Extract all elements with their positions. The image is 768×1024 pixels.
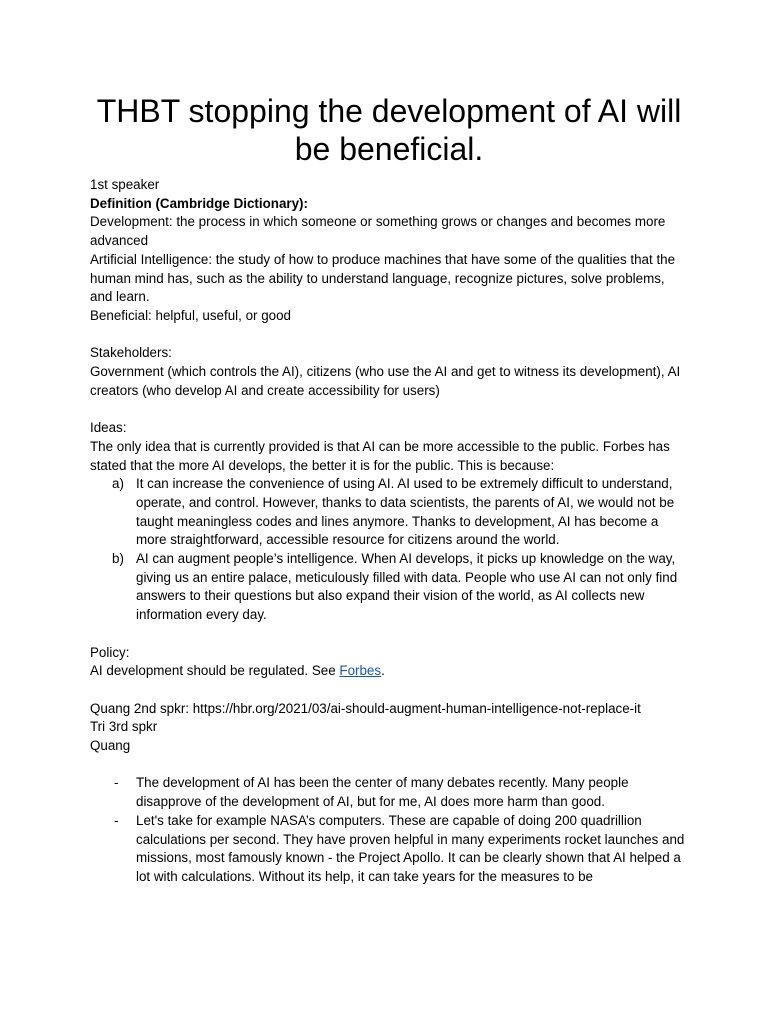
list-item <box>90 475 688 550</box>
stakeholders-heading: Stakeholders: <box>90 345 172 361</box>
policy-heading: Policy: <box>90 644 130 660</box>
list-item <box>90 812 688 887</box>
forbes-link[interactable]: Forbes <box>339 663 382 679</box>
list-item <box>90 774 688 811</box>
policy-text <box>90 662 688 681</box>
list-marker: a) <box>112 476 124 492</box>
definition-ai: Artificial Intelligence: the study of how to produce machines that have some of the qualities that the human mind has, such as the ability to understand language, recognize pictures, solve problems, and learn. <box>90 251 676 305</box>
list-item-text: Let's take for example NASA’s computers. These are capable of doing 200 quadrillion calculations per second. They have proven helpful in many experiments rocket launches and missions, most famously known - the Project Apollo. It can be clearly shown that AI helped a lot with calculations. Without its help, it can take years for the measures to be <box>136 812 685 884</box>
list-item-text: The development of AI has been the center of many debates recently. Many people disapprove of the development of AI, but for me, AI does more harm than good. <box>136 775 629 810</box>
definition-beneficial: Beneficial: helpful, useful, or good <box>90 307 291 323</box>
blank-line <box>90 625 688 644</box>
speaker-4-label: Quang <box>90 738 131 754</box>
blank-line <box>90 326 688 345</box>
policy-text-after: . <box>381 663 385 679</box>
policy-text-before: AI development should be regulated. See <box>90 663 340 679</box>
speaker-1-label: 1st speaker <box>90 177 160 192</box>
list-marker: b) <box>112 551 124 567</box>
list-marker: - <box>114 812 119 828</box>
blank-line <box>90 756 688 775</box>
stakeholders-text: Government (which controls the AI), citizens (who use the AI and get to witness its development), AI creators (who develop AI and create accessibility for users) <box>90 364 681 398</box>
ideas-list <box>90 475 688 625</box>
blank-line <box>90 681 688 700</box>
ideas-heading: Ideas: <box>90 420 127 436</box>
blank-line <box>90 400 688 419</box>
list-item-text: AI can augment people’s intelligence. When AI develops, it picks up knowledge on the way, giving us an entire palace, meticulously filled with data. People who use AI can not only find answers to their questions but also expand their vision of the world, as AI collects new information every day. <box>136 551 678 623</box>
list-item-text: It can increase the convenience of using AI. AI used to be extremely difficult to understand, operate, and control. However, thanks to data scientists, the parents of AI, we would not be taught meaningless codes and lines anymore. Thanks to development, AI has become a more straightforward, accessible resource for citizens around the world. <box>136 476 675 548</box>
list-item <box>90 550 688 625</box>
speaker-2-label: Quang 2nd spkr: https://hbr.org/2021/03/ai-should-augment-human-intelligence-not-replace-it <box>90 700 641 716</box>
ideas-intro: The only idea that is currently provided is that AI can be more accessible to the public. Forbes has stated that the more AI develops, the better it is for the public. This is because: <box>90 438 670 473</box>
quang-points-list <box>90 774 688 886</box>
document-title: THBT stopping the development of AI will be beneficial. <box>96 93 682 167</box>
definition-development: Development: the process in which someone or something grows or changes and becomes more advanced <box>90 214 666 249</box>
speaker-3-label: Tri 3rd spkr <box>90 719 158 735</box>
list-marker: - <box>114 775 119 791</box>
definition-heading: Definition (Cambridge Dictionary): <box>90 195 308 211</box>
